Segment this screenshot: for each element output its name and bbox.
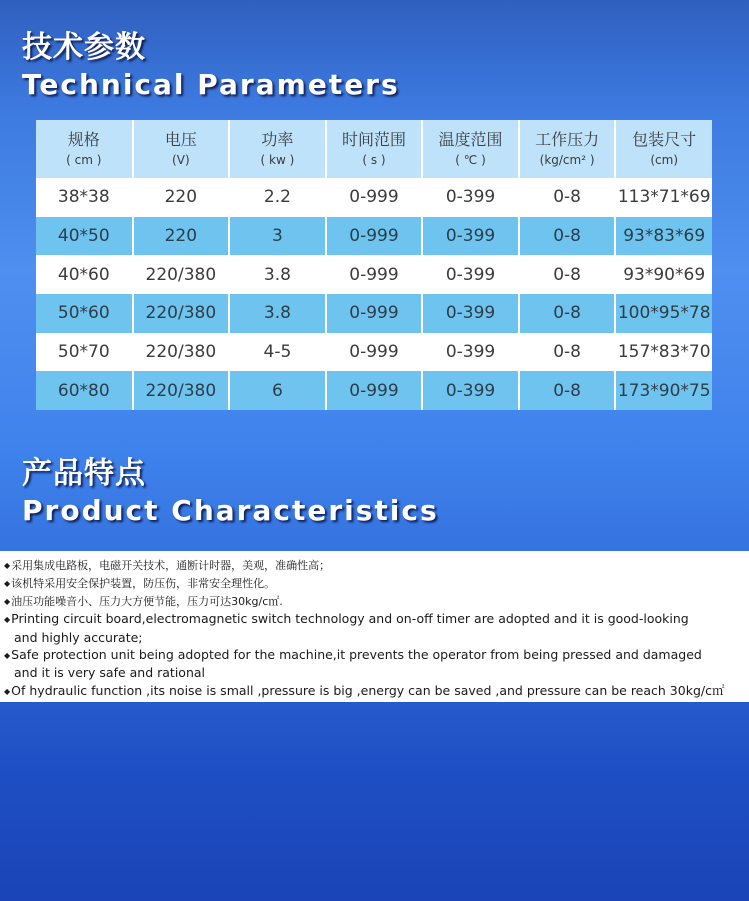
cell-power: 3.8 <box>229 294 326 333</box>
feature-text-en: Safe protection unit being adopted for the machine,it prevents the operator from being pressed and damaged <box>11 647 702 662</box>
cell-voltage: 220/380 <box>133 371 230 410</box>
cell-temperature-range: 0-399 <box>422 294 519 333</box>
list-item <box>4 610 743 628</box>
product-characteristics-title-cn: 产品特点 <box>22 456 146 491</box>
cell-spec: 50*60 <box>36 294 133 333</box>
cell-package-size: 100*95*78 <box>615 294 712 333</box>
cell-package-size: 93*83*69 <box>615 217 712 256</box>
header-time-range-label: 时间范围 <box>341 130 406 149</box>
cell-package-size: 157*83*70 <box>615 333 712 372</box>
cell-package-size: 173*90*75 <box>615 371 712 410</box>
feature-text-cn: 采用集成电路板，电磁开关技术，通断计时器，美观，准确性高； <box>11 559 331 572</box>
cell-working-pressure: 0-8 <box>519 294 616 333</box>
table-row <box>36 294 712 333</box>
cell-power: 3 <box>229 217 326 256</box>
header-voltage <box>133 120 230 178</box>
parameters-table-container <box>36 120 712 410</box>
feature-text-en: Of hydraulic function ,its noise is small ,pressure is big ,energy can be saved ,and pressure can be reach 30kg/c㎡ <box>11 682 725 698</box>
list-item <box>4 575 743 593</box>
cell-time-range: 0-999 <box>326 333 423 372</box>
cell-voltage: 220/380 <box>133 333 230 372</box>
cell-temperature-range: 0-399 <box>422 255 519 294</box>
cell-working-pressure: 0-8 <box>519 217 616 256</box>
header-time-range <box>326 120 423 178</box>
header-spec-label: 规格 <box>67 130 100 149</box>
header-spec <box>36 120 133 178</box>
cell-time-range: 0-999 <box>326 371 423 410</box>
diamond-bullet-icon: ◆ <box>4 615 11 624</box>
diamond-bullet-icon: ◆ <box>4 596 11 606</box>
diamond-bullet-icon: ◆ <box>4 686 11 696</box>
table-row <box>36 333 712 372</box>
feature-text-cn: 油压功能噪音小、压力大方便节能，压力可达30kg/c㎡. <box>11 594 283 608</box>
feature-text-cn: 该机特采用安全保护装置，防压伤，非常安全理性化。 <box>11 576 276 590</box>
list-item <box>4 557 743 575</box>
cell-spec: 60*80 <box>36 371 133 410</box>
parameters-table <box>36 120 712 410</box>
cell-temperature-range: 0-399 <box>422 371 519 410</box>
cell-time-range: 0-999 <box>326 294 423 333</box>
cell-package-size: 93*90*69 <box>615 255 712 294</box>
cell-power: 2.2 <box>229 178 326 217</box>
cell-power: 3.8 <box>229 255 326 294</box>
cell-temperature-range: 0-399 <box>422 333 519 372</box>
feature-text-en-continuation: and it is very safe and rational <box>14 665 205 681</box>
cell-temperature-range: 0-399 <box>422 217 519 256</box>
cell-time-range: 0-999 <box>326 255 423 294</box>
header-package-size-unit: (cm) <box>650 153 679 167</box>
cell-voltage: 220/380 <box>133 255 230 294</box>
cell-spec: 40*50 <box>36 217 133 256</box>
header-working-pressure <box>519 120 616 178</box>
technical-parameters-title-cn: 技术参数 <box>22 30 146 65</box>
cell-time-range: 0-999 <box>326 178 423 217</box>
header-temperature-range-label: 温度范围 <box>438 130 503 149</box>
header-spec-unit: ( cm ) <box>66 153 102 167</box>
header-power <box>229 120 326 178</box>
header-voltage-label: 电压 <box>164 130 197 149</box>
header-temperature-range <box>422 120 519 178</box>
table-row <box>36 178 712 217</box>
cell-working-pressure: 0-8 <box>519 255 616 294</box>
cell-voltage: 220/380 <box>133 294 230 333</box>
table-header-row <box>36 120 712 178</box>
list-item <box>4 593 743 611</box>
cell-temperature-range: 0-399 <box>422 178 519 217</box>
technical-parameters-title-en: Technical Parameters <box>22 68 400 101</box>
diamond-bullet-icon: ◆ <box>4 561 11 571</box>
product-characteristics-title-en: Product Characteristics <box>22 494 439 527</box>
table-row <box>36 255 712 294</box>
header-temperature-range-unit: ( ℃ ) <box>455 153 486 167</box>
table-row <box>36 371 712 410</box>
list-item <box>4 646 743 664</box>
feature-text-en-continuation: and highly accurate; <box>14 629 143 645</box>
cell-voltage: 220 <box>133 217 230 256</box>
cell-working-pressure: 0-8 <box>519 178 616 217</box>
cell-power: 4-5 <box>229 333 326 372</box>
diamond-bullet-icon: ◆ <box>4 579 11 588</box>
header-voltage-unit: (V) <box>172 153 190 167</box>
list-item <box>4 682 743 700</box>
cell-spec: 50*70 <box>36 333 133 372</box>
header-power-unit: ( kw ) <box>260 153 295 167</box>
cell-voltage: 220 <box>133 178 230 217</box>
feature-text-en: Printing circuit board,electromagnetic switch technology and on-off timer are adopted and it is good-looking <box>11 611 689 627</box>
table-row <box>36 217 712 256</box>
cell-time-range: 0-999 <box>326 217 423 256</box>
cell-working-pressure: 0-8 <box>519 333 616 372</box>
header-package-size-label: 包装尺寸 <box>632 130 697 149</box>
diamond-bullet-icon: ◆ <box>4 650 11 660</box>
header-time-range-unit: ( s ) <box>362 153 386 167</box>
header-working-pressure-unit: (kg/cm² ) <box>539 153 595 167</box>
cell-working-pressure: 0-8 <box>519 371 616 410</box>
cell-package-size: 113*71*69 <box>615 178 712 217</box>
cell-spec: 40*60 <box>36 255 133 294</box>
features-panel <box>0 551 749 702</box>
cell-spec: 38*38 <box>36 178 133 217</box>
header-working-pressure-label: 工作压力 <box>535 130 600 149</box>
header-power-label: 功率 <box>261 130 294 149</box>
header-package-size <box>615 120 712 178</box>
cell-power: 6 <box>229 371 326 410</box>
